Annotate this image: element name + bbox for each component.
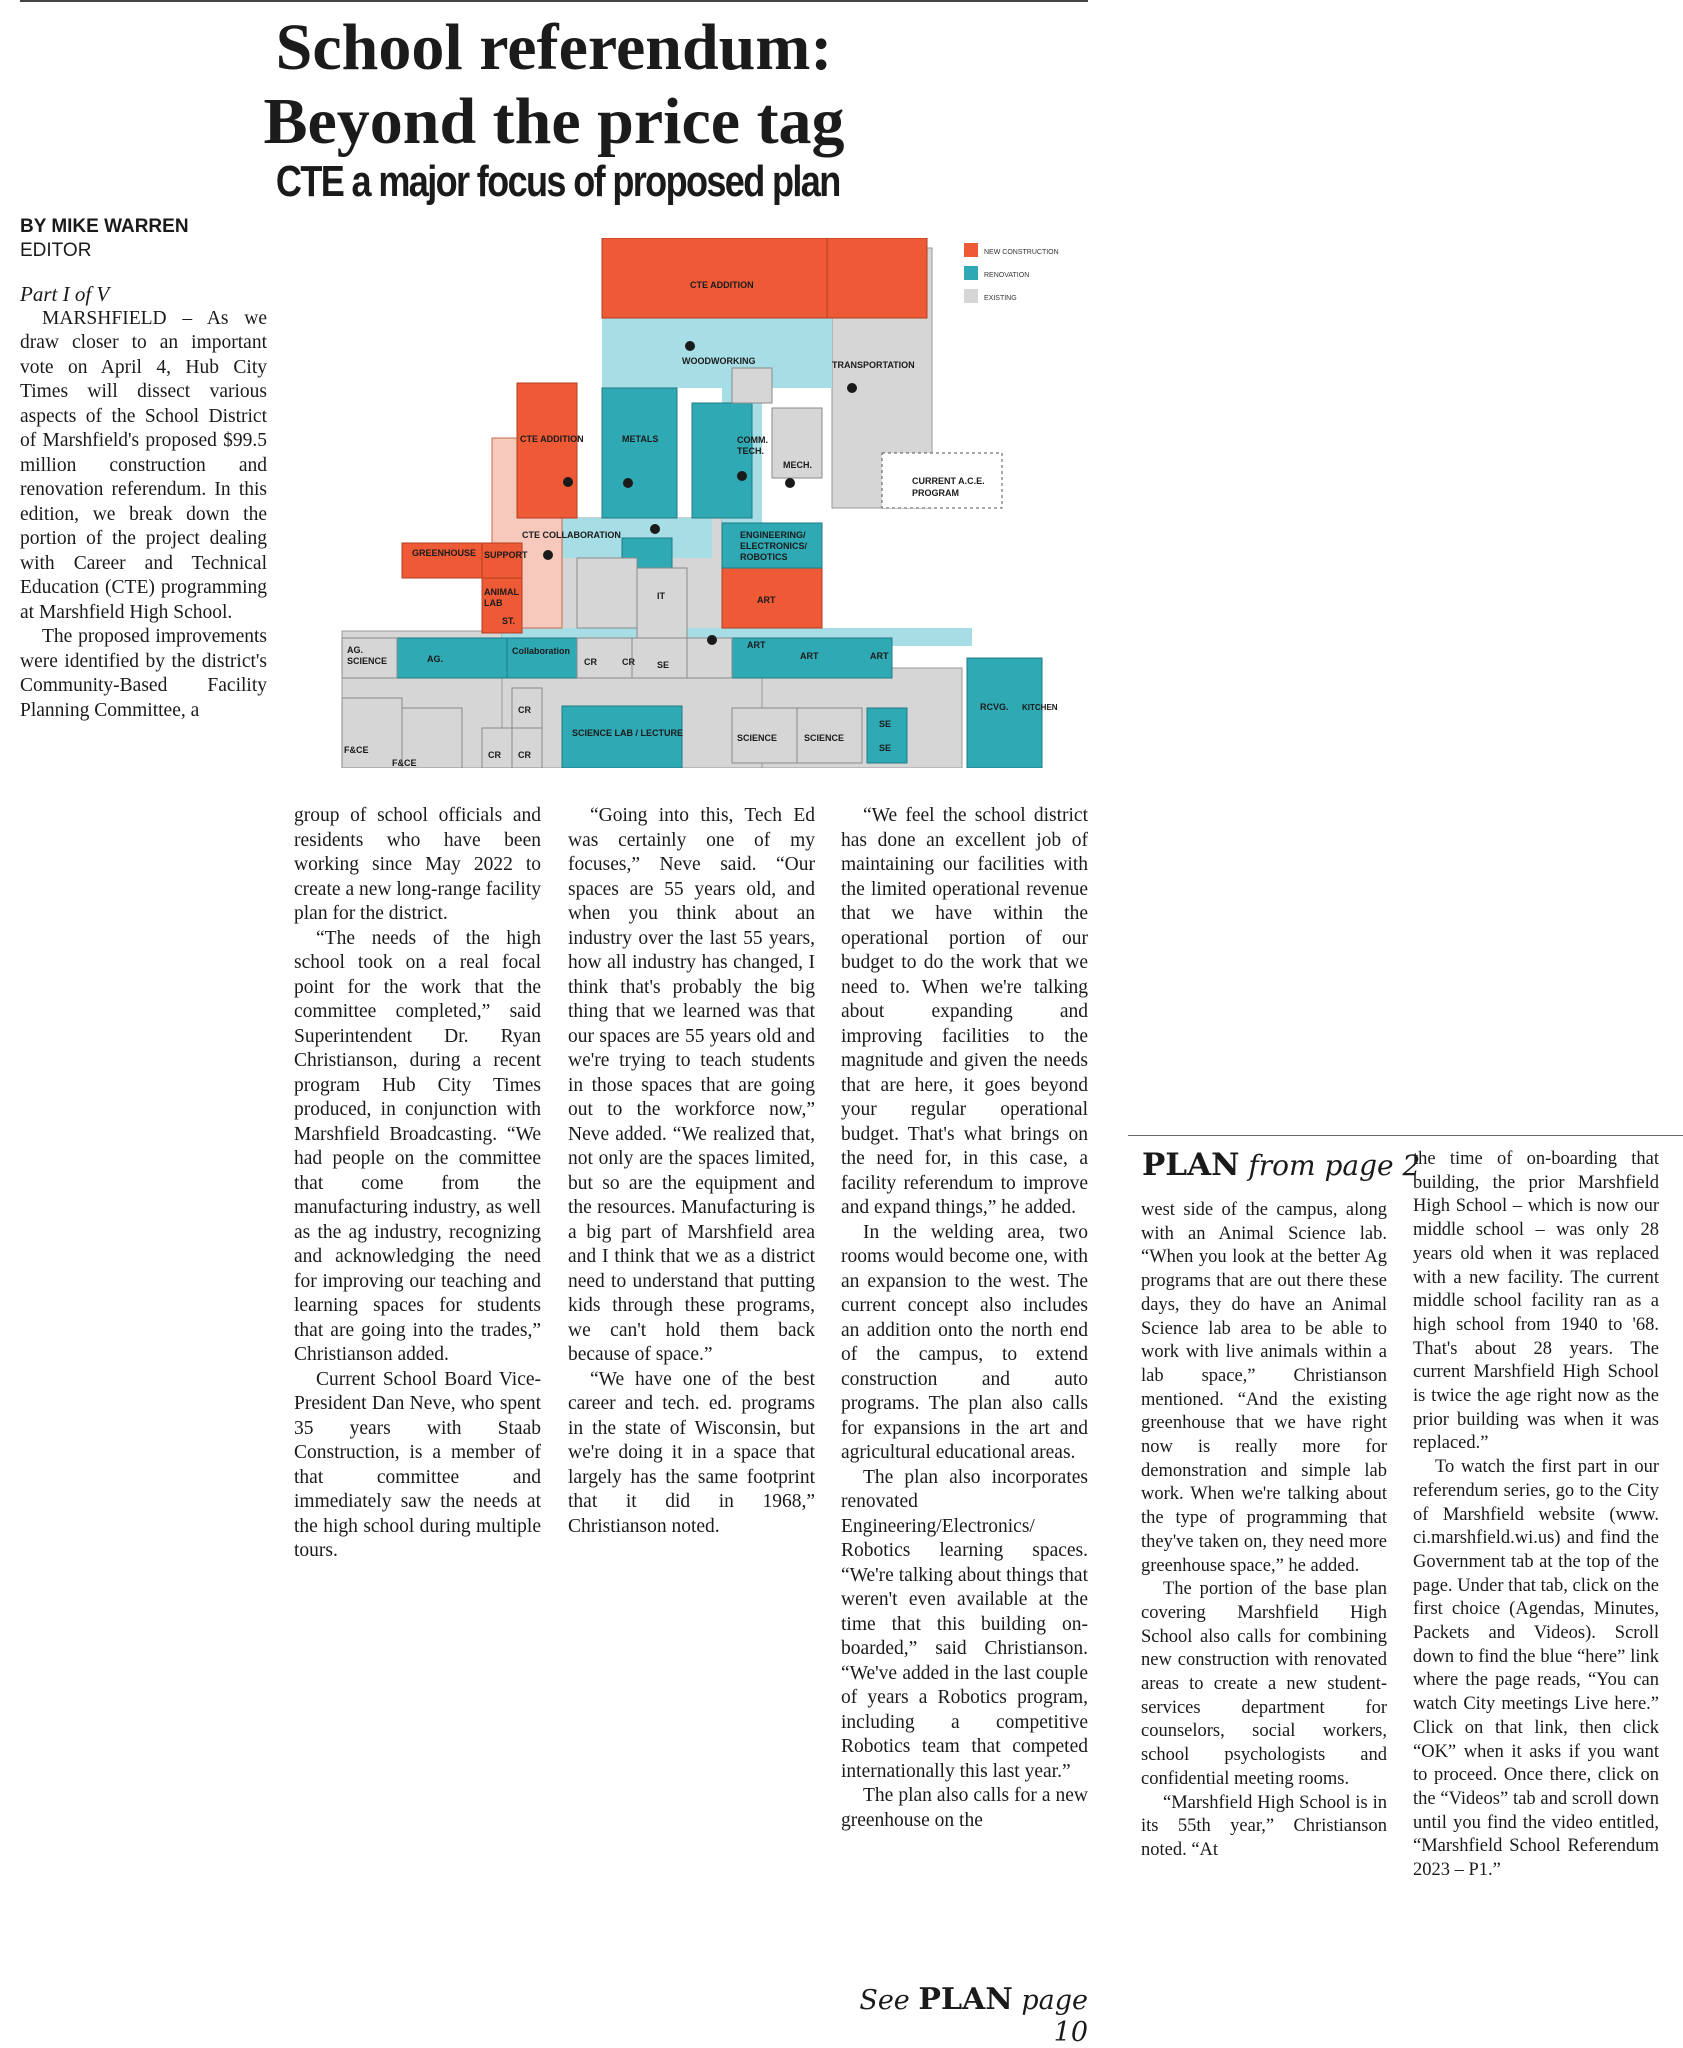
legend-swatch-renovation: [964, 266, 978, 280]
continuation-rule: [1128, 1135, 1683, 1136]
elevation-marker-icon: [563, 477, 573, 487]
paragraph: the time of on-boarding that building, the prior Marshfield High School – which is now our middle school – was only 28 years old when it was replaced with a new facility. The current middle school facility ran as a high school from 1940 to '68. That's about 28 years. The current Marshfield High School is twice the age right now as the prior building was when it was replaced.”: [1413, 1149, 1659, 1454]
room-label: ART: [757, 595, 776, 605]
article-column-1: [20, 282, 267, 723]
room-label: SUPPORT: [484, 550, 528, 560]
metals-block: [602, 388, 677, 518]
small-room: [732, 368, 772, 403]
room-label: ART: [800, 651, 819, 661]
elevation-marker-icon: [847, 383, 857, 393]
paragraph: In the welding area, two rooms would become one, with an expansion to the west. The current concept also includes an addition onto the north end of the campus, to extend construction and auto programs. The plan also calls for expansions in the art and agricultural educational areas.: [841, 1221, 1088, 1463]
room-label: AG.: [427, 654, 444, 664]
room-label: IT: [657, 591, 665, 601]
elevation-marker-icon: [707, 635, 717, 645]
room-label: ST.: [502, 616, 516, 626]
room-label: ANIMAL: [484, 587, 519, 597]
room-label: CTE ADDITION: [690, 280, 754, 290]
paragraph: To watch the first part in our referendum series, go to the City of Marshfield website (www. ci.marshfield.wi.us) and find the Government tab at the top of the page. Under that tab, click on the first choice (Agendas, Minutes, Packets and Videos). Scroll down to find the blue “here” link where the page reads, “You can watch City meetings Live here.” Click on that link, then click “OK” when it asks if you want to proceed. Once there, click on the “Videos” tab and scroll down until you find the video entitled, “Marshfield School Referendum 2023 – P1.”: [1413, 1457, 1659, 1881]
paragraph: “We have one of the best career and tech. ed. programs in the state of Wisconsin, but we're doing it in a space that largely has the same footprint that it did in 1968,” Christianson noted.: [568, 1368, 815, 1537]
room-label: AG.: [347, 645, 364, 655]
legend-label-renovation: RENOVATION: [984, 272, 1030, 279]
floor-plan-diagram: [332, 238, 1062, 768]
room-label: SE: [879, 743, 892, 753]
room-label: COMM.: [737, 435, 768, 445]
room-label: KITCHEN: [1022, 703, 1058, 712]
room-label: LAB: [484, 598, 503, 608]
byline-name: BY MIKE WARREN: [20, 216, 189, 237]
paragraph: west side of the campus, along with an Animal Science lab. “When you look at the better Ag programs that are out there these days, they do have an Animal Science lab area to be able to work with live animals within a lab space,” Christianson mentioned. “And the existing greenhouse that we have right now is really more for demonstration and simple lab work. When we're talking about the type of programming that they've taken on, they need more greenhouse space,” he added.: [1141, 1200, 1387, 1576]
room-label: Collaboration: [512, 646, 570, 656]
room-label: F&CE: [344, 745, 369, 755]
cr-room-e: [632, 638, 687, 678]
continuation-head: [1142, 1148, 1420, 1183]
paragraph: “Going into this, Tech Ed was certainly one of my focuses,” Neve said. “Our spaces are 55 years old, and when you think about an industry over the last 55 years, how all industry has changed, I think that's probably the big thing that we learned was that our spaces are 55 years old and we're trying to teach students in those spaces that are going out to the workforce now,” Neve added. “We realized that, not only are the spaces limited, but so are the equipment and the resources. Manufacturing is a big part of Marshfield area and I think that we as a district need to understand that putting kids through these programs, we can't hold them back because of space.”: [568, 805, 815, 1365]
legend-swatch-new: [964, 243, 978, 257]
kicker: Part I of V: [20, 282, 110, 306]
paragraph: Current School Board Vice-President Dan Neve, who spent 35 years with Staab Construction, is a member of that committee and immediately saw the needs at the high school during multiple tours.: [294, 1368, 541, 1561]
room-label: SE: [657, 660, 670, 670]
room-label: TRANSPORTATION: [832, 360, 915, 370]
room-label: MECH.: [783, 460, 812, 470]
room-label: CR: [488, 750, 501, 760]
elevation-marker-icon: [650, 524, 660, 534]
room-label: CTE COLLABORATION: [522, 530, 621, 540]
paragraph: MARSHFIELD – As we draw closer to an important vote on April 4, Hub City Times will dissect various aspects of the School District of Marshfield's proposed $99.5 million construction and renovation referendum. In this edition, we break down the portion of the project dealing with Career and Technical Education (CTE) programming at Marshfield High School.: [20, 307, 267, 623]
elevation-marker-icon: [737, 471, 747, 481]
room-label: ART: [747, 640, 766, 650]
room-label: SCIENCE: [804, 733, 845, 743]
cr-room-b: [512, 728, 542, 768]
support-block: [482, 543, 522, 578]
room-label: ART: [870, 651, 889, 661]
paragraph: “The needs of the high school took on a real focal point for the work that the committee completed,” said Superintendent Dr. Ryan Christianson, during a recent program Hub City Times produced, in conjunction with Marshfield Broadcasting. “We had people on the committee that come from the manufacturing industry, as well as the ag industry, recognizing and acknowledging the need for improving our teaching and learning spaces for students that are going into the trades,” Christianson added.: [294, 927, 541, 1365]
room-label: PROGRAM: [912, 488, 959, 498]
classroom-grid: [577, 558, 637, 628]
article-column-2: [294, 804, 541, 1564]
room-label: SCIENCE: [737, 733, 778, 743]
room-label: CTE ADDITION: [520, 434, 584, 444]
room-label: METALS: [622, 434, 659, 444]
cte-addition-top-block: [602, 238, 827, 318]
headline-line-1: School referendum:: [275, 11, 833, 84]
room-label: SCIENCE: [347, 656, 388, 666]
elevation-marker-icon: [623, 478, 633, 488]
ag-block: [397, 638, 507, 678]
paragraph: “We feel the school district has done an excellent job of maintaining our facilities with the limited operational revenue that we have within the operational portion of our budget to do the work that we need to. When we're talking about expanding and improving facilities to the magnitude and given the needs that are here, it goes beyond your regular operational budget. That's what brings on the need for, in this case, a facility referendum to improve and expand things,” he added.: [841, 805, 1088, 1218]
jump-see: See: [859, 1985, 910, 2016]
room-label: GREENHOUSE: [412, 548, 477, 558]
cr-room-a: [482, 728, 512, 768]
jump-plan: PLAN: [918, 1982, 1013, 2017]
elevation-marker-icon: [785, 478, 795, 488]
collaboration-block: [507, 638, 577, 678]
legend-swatch-existing: [964, 289, 978, 303]
article-column-4: [841, 804, 1088, 1833]
paragraph: The plan also calls for a new greenhouse on the: [841, 1785, 1088, 1831]
room-label: CURRENT A.C.E.: [912, 476, 985, 486]
jump-line: [854, 1982, 1088, 2048]
se-block: [867, 708, 907, 763]
elevation-marker-icon: [543, 550, 553, 560]
jump-page: page 10: [1021, 1985, 1088, 2048]
top-rule: [20, 0, 1088, 2]
paragraph: group of school officials and residents who have been working since May 2022 to create a new long-range facility plan for the district.: [294, 805, 541, 924]
byline-title: EDITOR: [20, 240, 92, 261]
kitchen-block: [967, 658, 1042, 768]
continuation-head-plan: PLAN: [1142, 1147, 1240, 1183]
room-label: CR: [584, 657, 597, 667]
elevation-marker-icon: [685, 341, 695, 351]
article-column-3: [568, 804, 815, 1539]
room-label: WOODWORKING: [682, 356, 756, 366]
woodworking-zone: [602, 318, 832, 388]
room-label: SCIENCE LAB / LECTURE: [572, 728, 684, 738]
room-label: TECH.: [737, 446, 764, 456]
continuation-column-2: [1413, 1148, 1659, 1883]
room-label: SE: [879, 719, 892, 729]
legend-label-new: NEW CONSTRUCTION: [984, 249, 1059, 256]
it-room: [637, 568, 687, 638]
room-label: ELECTRONICS/: [740, 541, 808, 551]
continuation-column-1: [1141, 1199, 1387, 1863]
paragraph: The proposed improvements were identified by the district's Community-Based Facility Planning Committee, a: [20, 626, 267, 721]
cte-addition-left-block: [517, 383, 577, 518]
comm-tech-block: [692, 403, 752, 518]
room-label: CR: [622, 657, 635, 667]
room-label: CR: [518, 705, 531, 715]
room-label: CR: [518, 750, 531, 760]
byline: [20, 215, 189, 263]
room-label: RCVG.: [980, 702, 1009, 712]
continuation-head-from: from page 2: [1248, 1149, 1421, 1182]
paragraph: The plan also incorporates renovated Engineering/Electronics/ Robotics learning spaces. “We're talking about things that weren't even available at the time that this building on-boarded,” said Christianson. “We've added in the last couple of years a Robotics program, including a competitive Robotics team that competed internationally this last year.”: [841, 1466, 1088, 1782]
room-label: ROBOTICS: [740, 552, 788, 562]
headline-line-2: Beyond the price tag: [263, 85, 845, 158]
room-label: ENGINEERING/: [740, 530, 806, 540]
paragraph: “Marshfield High School is in its 55th year,” Christianson noted. “At: [1141, 1792, 1387, 1860]
cte-addition-top-east: [827, 238, 927, 318]
room-label: F&CE: [392, 758, 417, 768]
paragraph: The portion of the base plan covering Marshfield High School also calls for combining new construction with renovated areas to create a new student-services department for counselors, social workers, school psychologists and confidential meeting rooms.: [1141, 1579, 1387, 1789]
deck: CTE a major focus of proposed plan: [275, 157, 840, 206]
legend-label-existing: EXISTING: [984, 295, 1017, 302]
